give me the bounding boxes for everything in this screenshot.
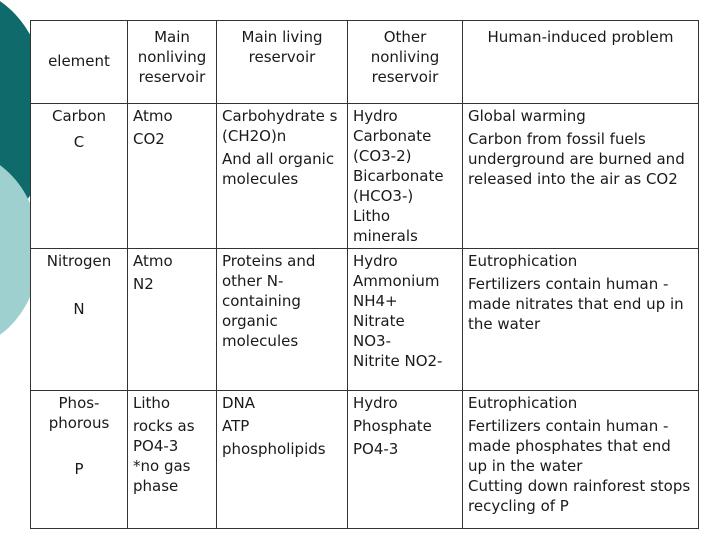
cell-line: And all organic molecules [222, 150, 335, 188]
cell-line: phospholipids [222, 440, 326, 458]
element-cell [31, 104, 128, 249]
table-row-phosphorous [31, 391, 699, 529]
cell-line: Carbonate (CO3-2) [353, 127, 432, 165]
cell-line: Carbon from fossil fuels underground are burned and released into the air as CO2 [468, 130, 685, 188]
header-row [31, 21, 699, 104]
nonliving-cell [128, 391, 217, 529]
header-other-nonliving: Other nonliving reservoir [348, 21, 463, 104]
cell-line: Fertilizers contain human -made phosphates that end up in the water [468, 417, 671, 475]
cell-line: N2 [133, 275, 154, 293]
cell-line: Cutting down rainforest stops recycling of P [468, 477, 691, 515]
cell-line: CO2 [133, 130, 165, 148]
other-nonliving-cell [348, 391, 463, 529]
cell-line: Proteins and other N-containing organic molecules [222, 252, 316, 350]
element-cell [31, 249, 128, 391]
header-element: element [31, 21, 128, 104]
cell-line: Hydro [353, 394, 398, 412]
other-nonliving-cell [348, 104, 463, 249]
cell-line: NH4+ [353, 292, 398, 310]
cell-line: Eutrophication [468, 394, 578, 412]
cell-line: Atmo [133, 107, 173, 125]
cell-line: Bicarbonate (HCO3-) [353, 167, 444, 205]
header-human-problem: Human-induced problem [463, 21, 699, 104]
element-name: Phos-phorous [48, 394, 110, 432]
cell-line: Eutrophication [468, 252, 578, 270]
cell-line: PO4-3 [353, 440, 399, 458]
cell-line: Hydro [353, 107, 398, 125]
cell-line: Global warming [468, 107, 586, 125]
living-cell [217, 104, 348, 249]
header-main-nonliving: Main nonliving reservoir [128, 21, 217, 104]
nonliving-cell [128, 104, 217, 249]
table-row-carbon [31, 104, 699, 249]
cell-line: ATP [222, 417, 250, 435]
cell-line: NO3- [353, 332, 391, 350]
cell-line: DNA [222, 394, 256, 412]
element-symbol: P [74, 460, 84, 478]
cell-line: Ammonium [353, 272, 440, 290]
header-main-living: Main living reservoir [217, 21, 348, 104]
table-row-nitrogen [31, 249, 699, 391]
cell-line: Carbohydrate s (CH2O)n [222, 107, 338, 145]
cell-line: Nitrate [353, 312, 405, 330]
cell-line: Litho minerals [353, 207, 418, 245]
element-symbol: C [73, 133, 85, 151]
problem-cell [463, 249, 699, 391]
living-cell [217, 391, 348, 529]
slide-decoration [0, 0, 34, 540]
element-symbol: N [73, 300, 85, 318]
cell-line: Phosphate [353, 417, 432, 435]
problem-cell [463, 104, 699, 249]
problem-cell [463, 391, 699, 529]
nonliving-cell [128, 249, 217, 391]
cell-line: Nitrite NO2- [353, 352, 443, 370]
cell-line: Atmo [133, 252, 173, 270]
other-nonliving-cell [348, 249, 463, 391]
living-cell [217, 249, 348, 391]
element-name: Carbon [51, 107, 107, 125]
element-cell [31, 391, 128, 529]
cell-line: Hydro [353, 252, 398, 270]
element-name: Nitrogen [46, 252, 112, 270]
cell-line: Fertilizers contain human -made nitrates that end up in the water [468, 275, 684, 333]
cell-line: *no gas phase [133, 457, 191, 495]
cell-line: rocks as PO4-3 [133, 417, 195, 455]
cell-line: Litho [133, 394, 171, 412]
nutrient-cycle-table [30, 20, 699, 529]
